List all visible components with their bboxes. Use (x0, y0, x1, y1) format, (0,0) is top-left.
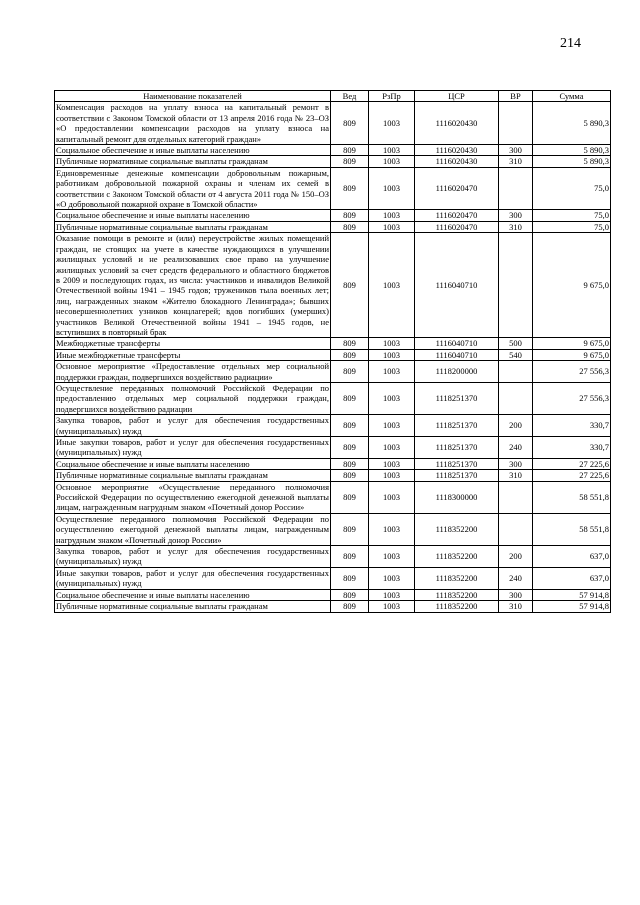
cell-vr (499, 233, 533, 338)
cell-ved: 809 (331, 513, 369, 545)
cell-name: Единовременные денежные компенсации добровольным пожарным, работникам добровольной пожарной охраны и членам их семей в соответствии с Законом Томской области от 4 августа 2011 года № 150–ОЗ «О добровольной пожарной охране в Томской области» (56, 167, 329, 210)
table-header-row (55, 91, 611, 102)
cell-rzpr: 1003 (369, 349, 415, 360)
cell-name: Компенсация расходов на уплату взноса на капитальный ремонт в соответствии с Законом Томской области от 13 апреля 2016 года № 23–ОЗ «О предоставлении компенсации расходов на уплату взноса на капитальный ремонт для отдельных категорий граждан» (56, 102, 329, 144)
cell-csr: 1118251370 (415, 437, 499, 459)
header-name: Наименование показателей (55, 91, 331, 102)
cell-ved: 809 (331, 470, 369, 481)
cell-vr (499, 361, 533, 383)
cell-csr: 1118352200 (415, 601, 499, 612)
table-row (55, 102, 611, 145)
page-number: 214 (560, 36, 581, 51)
cell-sum: 5 890,3 (533, 102, 611, 145)
cell-rzpr: 1003 (369, 601, 415, 612)
cell-rzpr: 1003 (369, 415, 415, 437)
cell-sum: 9 675,0 (533, 338, 611, 349)
cell-name: Социальное обеспечение и иные выплаты населению (55, 145, 331, 156)
cell-name: Иные межбюджетные трансферты (55, 349, 331, 360)
cell-vr: 540 (499, 349, 533, 360)
table-row (55, 601, 611, 612)
cell-name: Закупка товаров, работ и услуг для обеспечения государственных (муниципальных) нужд (56, 546, 329, 567)
table-row (55, 167, 611, 210)
cell-csr: 1116020470 (415, 210, 499, 221)
cell-ved: 809 (331, 233, 369, 338)
cell-sum: 57 914,8 (533, 589, 611, 600)
cell-sum: 637,0 (533, 546, 611, 568)
cell-ved: 809 (331, 156, 369, 167)
cell-csr: 1116020430 (415, 102, 499, 145)
cell-name: Публичные нормативные социальные выплаты гражданам (55, 601, 331, 612)
cell-csr: 1118251370 (415, 415, 499, 437)
cell-csr: 1118200000 (415, 361, 499, 383)
cell-vr: 300 (499, 589, 533, 600)
cell-ved: 809 (331, 415, 369, 437)
cell-sum: 9 675,0 (533, 349, 611, 360)
cell-ved: 809 (331, 361, 369, 383)
cell-rzpr: 1003 (369, 361, 415, 383)
cell-csr: 1116040710 (415, 338, 499, 349)
cell-csr: 1118251370 (415, 458, 499, 469)
cell-name: Публичные нормативные социальные выплаты гражданам (55, 470, 331, 481)
header-rzpr: РзПр (369, 91, 415, 102)
cell-vr: 300 (499, 458, 533, 469)
cell-ved: 809 (331, 567, 369, 589)
cell-csr: 1118352200 (415, 513, 499, 545)
table-row (55, 470, 611, 481)
cell-ved: 809 (331, 546, 369, 568)
cell-name: Межбюджетные трансферты (55, 338, 331, 349)
cell-rzpr: 1003 (369, 437, 415, 459)
cell-rzpr: 1003 (369, 458, 415, 469)
cell-ved: 809 (331, 102, 369, 145)
cell-sum: 58 551,8 (533, 481, 611, 513)
cell-name: Иные закупки товаров, работ и услуг для обеспечения государственных (муниципальных) нужд (56, 567, 329, 589)
cell-name: Социальное обеспечение и иные выплаты населению (55, 210, 331, 221)
cell-name: Основное мероприятие «Предоставление отдельных мер социальной поддержки граждан, подвергшихся воздействию радиации» (56, 361, 329, 382)
cell-vr: 200 (499, 415, 533, 437)
cell-name: Основное мероприятие «Осуществление переданного полномочия Российской Федерации по осуществлению ежегодной денежной выплаты лицам, награжденным нагрудным знаком «Почетный донор России» (56, 481, 329, 513)
budget-table (54, 90, 611, 613)
cell-name: Закупка товаров, работ и услуг для обеспечения государственных (муниципальных) нужд (56, 415, 329, 436)
cell-name: Осуществление переданных полномочий Российской Федерации по предоставлению отдельных мер социальной поддержки граждан, подвергшихся воздействию радиации (56, 382, 329, 414)
table-row (55, 567, 611, 589)
cell-name: Иные закупки товаров, работ и услуг для обеспечения государственных (муниципальных) нужд (56, 437, 329, 458)
cell-vr: 200 (499, 546, 533, 568)
cell-rzpr: 1003 (369, 546, 415, 568)
cell-csr: 1118352200 (415, 546, 499, 568)
table-row (55, 382, 611, 414)
cell-sum: 75,0 (533, 221, 611, 232)
cell-ved: 809 (331, 221, 369, 232)
cell-sum: 75,0 (533, 210, 611, 221)
cell-sum: 330,7 (533, 415, 611, 437)
cell-vr: 310 (499, 221, 533, 232)
cell-ved: 809 (331, 382, 369, 414)
cell-sum: 57 914,8 (533, 601, 611, 612)
cell-vr: 500 (499, 338, 533, 349)
cell-vr: 310 (499, 156, 533, 167)
table-row (55, 481, 611, 513)
cell-ved: 809 (331, 338, 369, 349)
cell-csr: 1116020430 (415, 145, 499, 156)
table-row (55, 513, 611, 545)
cell-sum: 9 675,0 (533, 233, 611, 338)
table-row (55, 546, 611, 568)
cell-sum: 58 551,8 (533, 513, 611, 545)
cell-ved: 809 (331, 481, 369, 513)
table-row (55, 221, 611, 232)
cell-name: Осуществление переданного полномочия Российской Федерации по осуществлению ежегодной денежной выплаты лицам, награжденным нагрудным знаком «Почетный донор России» (56, 513, 329, 545)
cell-csr: 1118352200 (415, 589, 499, 600)
cell-name: Социальное обеспечение и иные выплаты населению (55, 589, 331, 600)
table-row (55, 210, 611, 221)
table-row (55, 415, 611, 437)
cell-sum: 330,7 (533, 437, 611, 459)
cell-rzpr: 1003 (369, 567, 415, 589)
header-sum: Сумма (533, 91, 611, 102)
cell-vr: 240 (499, 437, 533, 459)
header-vr: ВР (499, 91, 533, 102)
cell-vr (499, 382, 533, 414)
cell-sum: 27 225,6 (533, 470, 611, 481)
cell-rzpr: 1003 (369, 145, 415, 156)
cell-vr: 240 (499, 567, 533, 589)
cell-sum: 75,0 (533, 167, 611, 210)
cell-rzpr: 1003 (369, 233, 415, 338)
cell-ved: 809 (331, 458, 369, 469)
cell-vr: 300 (499, 145, 533, 156)
cell-vr: 310 (499, 470, 533, 481)
cell-name: Социальное обеспечение и иные выплаты населению (55, 458, 331, 469)
table-row (55, 361, 611, 383)
cell-csr: 1118300000 (415, 481, 499, 513)
table-row (55, 349, 611, 360)
cell-csr: 1116020430 (415, 156, 499, 167)
cell-ved: 809 (331, 589, 369, 600)
cell-ved: 809 (331, 167, 369, 210)
cell-csr: 1116040710 (415, 233, 499, 338)
table-row (55, 437, 611, 459)
cell-sum: 27 556,3 (533, 361, 611, 383)
cell-csr: 1116020470 (415, 221, 499, 232)
cell-rzpr: 1003 (369, 338, 415, 349)
cell-rzpr: 1003 (369, 470, 415, 481)
cell-ved: 809 (331, 437, 369, 459)
table-row (55, 233, 611, 338)
table-row (55, 338, 611, 349)
cell-sum: 27 225,6 (533, 458, 611, 469)
cell-rzpr: 1003 (369, 382, 415, 414)
cell-csr: 1118251370 (415, 470, 499, 481)
cell-sum: 5 890,3 (533, 145, 611, 156)
cell-sum: 27 556,3 (533, 382, 611, 414)
cell-rzpr: 1003 (369, 167, 415, 210)
cell-name: Публичные нормативные социальные выплаты гражданам (55, 156, 331, 167)
cell-vr (499, 167, 533, 210)
table-row (55, 156, 611, 167)
cell-rzpr: 1003 (369, 221, 415, 232)
cell-rzpr: 1003 (369, 102, 415, 145)
cell-rzpr: 1003 (369, 156, 415, 167)
cell-rzpr: 1003 (369, 481, 415, 513)
cell-csr: 1116040710 (415, 349, 499, 360)
cell-csr: 1118251370 (415, 382, 499, 414)
cell-ved: 809 (331, 349, 369, 360)
cell-vr (499, 513, 533, 545)
cell-vr: 300 (499, 210, 533, 221)
cell-sum: 5 890,3 (533, 156, 611, 167)
cell-ved: 809 (331, 601, 369, 612)
table-row (55, 458, 611, 469)
cell-ved: 809 (331, 210, 369, 221)
cell-csr: 1116020470 (415, 167, 499, 210)
cell-ved: 809 (331, 145, 369, 156)
cell-csr: 1118352200 (415, 567, 499, 589)
cell-rzpr: 1003 (369, 513, 415, 545)
header-ved: Вед (331, 91, 369, 102)
cell-rzpr: 1003 (369, 589, 415, 600)
table-row (55, 145, 611, 156)
table-row (55, 589, 611, 600)
cell-rzpr: 1003 (369, 210, 415, 221)
table-body (55, 102, 611, 612)
cell-name: Оказание помощи в ремонте и (или) переустройстве жилых помещений граждан, не стоящих на учете в качестве нуждающихся в улучшении жилищных условий и не реализовавших свое право на улучшение жилищных условий за счет средств федерального и областного бюджетов в 2009 и последующих годах, из числа: участников и инвалидов Великой Отечественной войны 1941 – 1945 годов; тружеников тыла военных лет; лиц, награжденных знаком «Жителю блокадного Ленинграда»; бывших несовершеннолетних узников концлагерей; вдов погибших (умерших) участников Великой Отечественной войны 1941 – 1945 годов, не вступивших в повторный брак (56, 233, 329, 337)
cell-name: Публичные нормативные социальные выплаты гражданам (55, 221, 331, 232)
cell-vr (499, 102, 533, 145)
cell-vr (499, 481, 533, 513)
header-csr: ЦСР (415, 91, 499, 102)
cell-sum: 637,0 (533, 567, 611, 589)
cell-vr: 310 (499, 601, 533, 612)
